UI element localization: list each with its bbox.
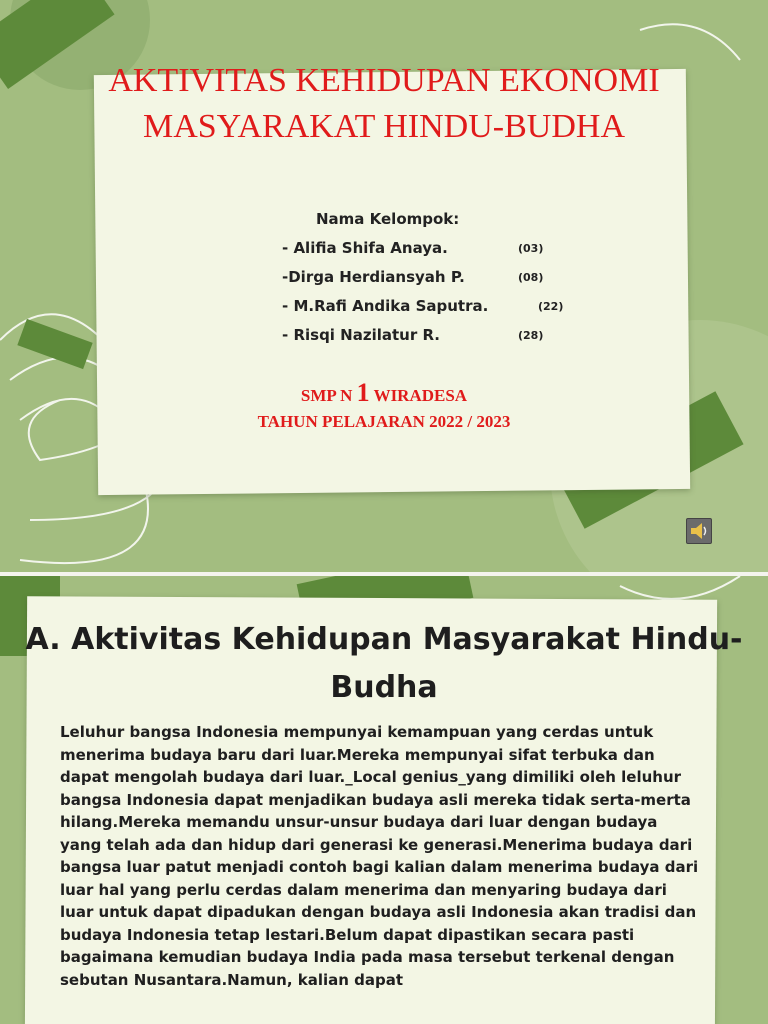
speaker-icon[interactable] [686,518,712,544]
school-prefix: SMP N [300,386,357,405]
content-slide [0,576,768,1024]
member-name: -Dirga Herdiansyah P. [282,268,465,286]
member-row [282,292,564,321]
school-number: 1 [356,378,370,407]
member-number: (03) [518,242,544,255]
member-name: - Risqi Nazilatur R. [282,326,440,344]
section-body: Leluhur bangsa Indonesia mempunyai kemampuan yang cerdas untuk menerima budaya baru dari luar.Mereka mempunyai sifat terbuka dan dapat mengolah budaya dari luar._Local genius_yang dimiliki oleh leluhur bangsa Indonesia dapat menjadikan budaya asli mereka tidak serta-merta hilang.Mereka memandu unsur-unsur budaya dari luar dengan budaya yang telah ada dan hidup dari generasi ke generasi.Menerima budaya dari bangsa luar patut menjadi contoh bagi kalian dalam menerima budaya dari luar hal yang perlu cerdas dalam menerima dan menyaring budaya dari luar untuk dapat dipadukan dengan budaya asli Indonesia akan tradisi dan budaya Indonesia tetap lestari.Belum dapat dipastikan secara pasti bagaimana kemudian budaya India pada masa tersebut terkenal dengan sebutan Nusantara.Namun, kalian dapat [60,723,699,989]
member-name: - M.Rafi Andika Saputra. [282,297,489,315]
section-title-line-2: Budha [330,670,438,705]
group-members [282,205,564,350]
member-number: (28) [518,329,544,342]
section-title-line-1: A. Aktivitas Kehidupan Masyarakat Hindu- [25,622,743,657]
school-name [0,378,768,408]
title-line-1: AKTIVITAS KEHIDUPAN EKONOMI [108,62,660,99]
school-year: TAHUN PELAJARAN 2022 / 2023 [257,412,511,431]
section-title [0,616,768,712]
member-name: - Alifia Shifa Anaya. [282,239,448,257]
member-row [282,234,544,263]
member-row [282,263,544,292]
slide-title [0,58,768,150]
members-heading: Nama Kelompok: [316,210,460,228]
member-number: (22) [538,300,564,313]
member-row [282,321,544,350]
school-suffix: WIRADESA [369,386,468,405]
title-line-2: MASYARAKAT HINDU-BUDHA [142,108,625,145]
member-number: (08) [518,271,544,284]
